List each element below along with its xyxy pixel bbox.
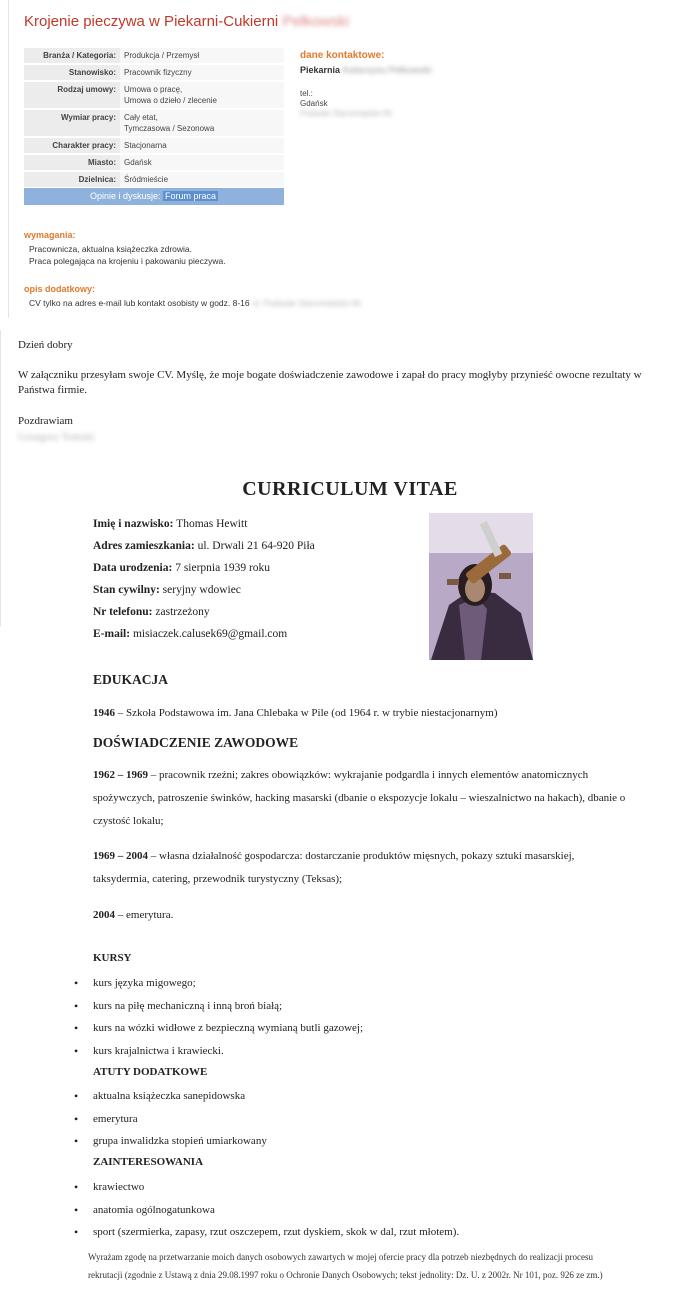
cv-photo <box>429 513 533 660</box>
personal-value: Thomas Hewitt <box>176 518 248 530</box>
requirements-heading: wymagania: <box>24 230 76 240</box>
detail-key: Wymiar pracy: <box>24 110 120 136</box>
job-offer <box>0 0 700 330</box>
detail-row <box>24 110 284 136</box>
contact-name <box>300 65 680 75</box>
email-greeting: Dzień dobry <box>18 339 73 351</box>
job-title-text: Krojenie pieczywa w Piekarni-Cukierni <box>24 13 279 30</box>
offer-details-table <box>24 46 284 189</box>
requirements-line: Praca polegająca na krojeniu i pakowaniu pieczywa. <box>29 256 226 266</box>
detail-key: Charakter pracy: <box>24 138 120 153</box>
contact-tel: tel.: <box>300 89 313 98</box>
personal-row <box>93 518 247 530</box>
experience-entry <box>93 904 633 927</box>
education-year: 1946 <box>93 707 115 719</box>
detail-value: Cały etat, Tymczasowa / Sezonowa <box>120 110 284 136</box>
interests-list <box>74 1179 459 1247</box>
detail-row <box>24 155 284 170</box>
experience-entry <box>93 845 633 891</box>
detail-value: Produkcja / Przemysł <box>120 48 284 63</box>
person-with-chainsaw-image <box>429 513 533 660</box>
extra-heading: opis dodatkowy: <box>24 284 96 294</box>
contact-heading: dane kontaktowe: <box>300 50 385 61</box>
detail-row <box>24 172 284 187</box>
job-title <box>24 13 349 30</box>
course-item: • kurs na piłę mechaniczną i inną broń białą; <box>74 998 363 1021</box>
personal-value: 7 sierpnia 1939 roku <box>175 562 271 574</box>
detail-value: Umowa o pracę, Umowa o dzieło / zlecenie <box>120 82 284 108</box>
detail-value: Pracownik fizyczny <box>120 65 284 80</box>
detail-value: Śródmieście <box>120 172 284 187</box>
assets-heading: ATUTY DODATKOWE <box>93 1066 208 1078</box>
extra-text <box>29 297 361 309</box>
detail-key: Miasto: <box>24 155 120 170</box>
experience-entry <box>93 764 633 833</box>
experience-text: – pracownik rzeźni; zakres obowiązków: wykrajanie podgardla i innych elementów anatomicznych spożywczych, patroszenie świnków, hacking masarski (dbanie o ekspozycje lokalu – wieszalnictwo na hakach), dbanie o czystość lokalu; <box>93 769 626 827</box>
detail-row <box>24 48 284 63</box>
email-body: W załączniku przesyłam swoje CV. Myślę, że moje bogate doświadczenie zawodowe i zapał do pracy mogłyby przynieść owocne rezultaty w Państwa firmie. <box>18 369 642 396</box>
experience-heading: DOŚWIADCZENIE ZAWODOWE <box>93 735 299 750</box>
detail-value: Stacjonarna <box>120 138 284 153</box>
assets-list <box>74 1088 267 1156</box>
detail-key: Dzielnica: <box>24 172 120 187</box>
asset-item: • grupa inwalidzka stopień umiarkowany <box>74 1133 267 1156</box>
personal-row <box>93 606 210 618</box>
asset-item: • aktualna książeczka sanepidowska <box>74 1088 267 1111</box>
extra-text-blurred: ul. Podwale Staromiejskie 60 <box>252 298 362 308</box>
contact-company: Piekarnia <box>300 65 341 75</box>
detail-value: Gdańsk <box>120 155 284 170</box>
experience-text: – własna działalność gospodarcza: dostarczanie produktów mięsnych, pokazy sztuki masarskiej, taksydermia, catering, przewodnik turystyczny (Teksas); <box>93 850 575 885</box>
detail-row <box>24 82 284 108</box>
education-entry <box>93 702 633 725</box>
contact-box <box>300 50 680 119</box>
data-consent-clause: Wyrażam zgodę na przetwarzanie moich danych osobowych zawartych w mojej ofercie pracy dla potrzeb niezbędnych do realizacji procesu rekrutacji (zgodnie z Ustawą z dnia 29.08.1997 roku o Ochronie Danych Osobowych; tekst jednolity: Dz. U. z 2002r. Nr 101, poz. 926 ze zm.) <box>88 1252 603 1280</box>
personal-label: Nr telefonu: <box>93 606 153 618</box>
forum-link[interactable]: Forum praca <box>165 191 217 201</box>
detail-row <box>24 138 284 153</box>
requirements-line: Pracownicza, aktualna książeczka zdrowia. <box>29 244 192 254</box>
personal-value: zastrzeżony <box>155 606 210 618</box>
job-title-blurred: Pełkowski <box>282 13 350 30</box>
detail-key: Branża / Kategoria: <box>24 48 120 63</box>
interest-item: • krawiectwo <box>74 1179 459 1202</box>
personal-row <box>93 562 270 574</box>
personal-row <box>93 540 315 552</box>
forum-bar <box>24 188 284 205</box>
courses-heading: KURSY <box>93 952 132 964</box>
personal-value: misiaczek.calusek69@gmail.com <box>132 628 288 640</box>
education-text: – Szkoła Podstawowa im. Jana Chlebaka w Pile (od 1964 r. w trybie niestacjonarnym) <box>117 707 498 719</box>
personal-value: seryjny wdowiec <box>162 584 241 596</box>
offer-divider <box>8 0 9 318</box>
contact-city: Gdańsk <box>300 99 328 108</box>
extra-text-main: CV tylko na adres e-mail lub kontakt osobisty w godz. 8-16 <box>29 298 250 308</box>
course-item: • kurs na wózki widłowe z bezpieczną wymianą butli gazowej; <box>74 1020 363 1043</box>
personal-label: E-mail: <box>93 628 131 640</box>
interests-heading: ZAINTERESOWANIA <box>93 1156 204 1168</box>
contact-name-blurred: Katarzyna Pełkowski <box>342 65 432 75</box>
email-signature-blurred: Grzegorz Tomski <box>18 431 95 443</box>
courses-list <box>74 975 363 1065</box>
detail-key: Stanowisko: <box>24 65 120 80</box>
personal-value: ul. Drwali 21 64-920 Piła <box>197 540 315 552</box>
detail-key: Rodzaj umowy: <box>24 82 120 108</box>
detail-row <box>24 65 284 80</box>
experience-text: – emerytura. <box>117 909 174 921</box>
forum-label: Opinie i dyskusje: <box>89 191 161 201</box>
asset-item: • emerytura <box>74 1111 267 1134</box>
cv-title: CURRICULUM VITAE <box>242 478 458 500</box>
course-item: • kurs krajalnictwa i krawiecki. <box>74 1043 363 1066</box>
personal-row <box>93 628 287 640</box>
personal-label: Stan cywilny: <box>93 584 160 596</box>
contact-address-blurred: Podwale Staromiejskie 60 <box>300 109 393 118</box>
interest-item: • anatomia ogólnogatunkowa <box>74 1202 459 1225</box>
personal-row <box>93 584 241 596</box>
experience-years: 1969 – 2004 <box>93 850 148 862</box>
personal-label: Data urodzenia: <box>93 562 173 574</box>
email-closing: Pozdrawiam <box>18 415 73 427</box>
experience-years: 1962 – 1969 <box>93 769 148 781</box>
personal-label: Imię i nazwisko: <box>93 518 174 530</box>
experience-years: 2004 <box>93 909 115 921</box>
education-heading: EDUKACJA <box>93 672 169 687</box>
course-item: • kurs języka migowego; <box>74 975 363 998</box>
personal-label: Adres zamieszkania: <box>93 540 195 552</box>
interest-item: • sport (szermierka, zapasy, rzut oszczepem, rzut dyskiem, skok w dal, rzut młotem). <box>74 1224 459 1247</box>
